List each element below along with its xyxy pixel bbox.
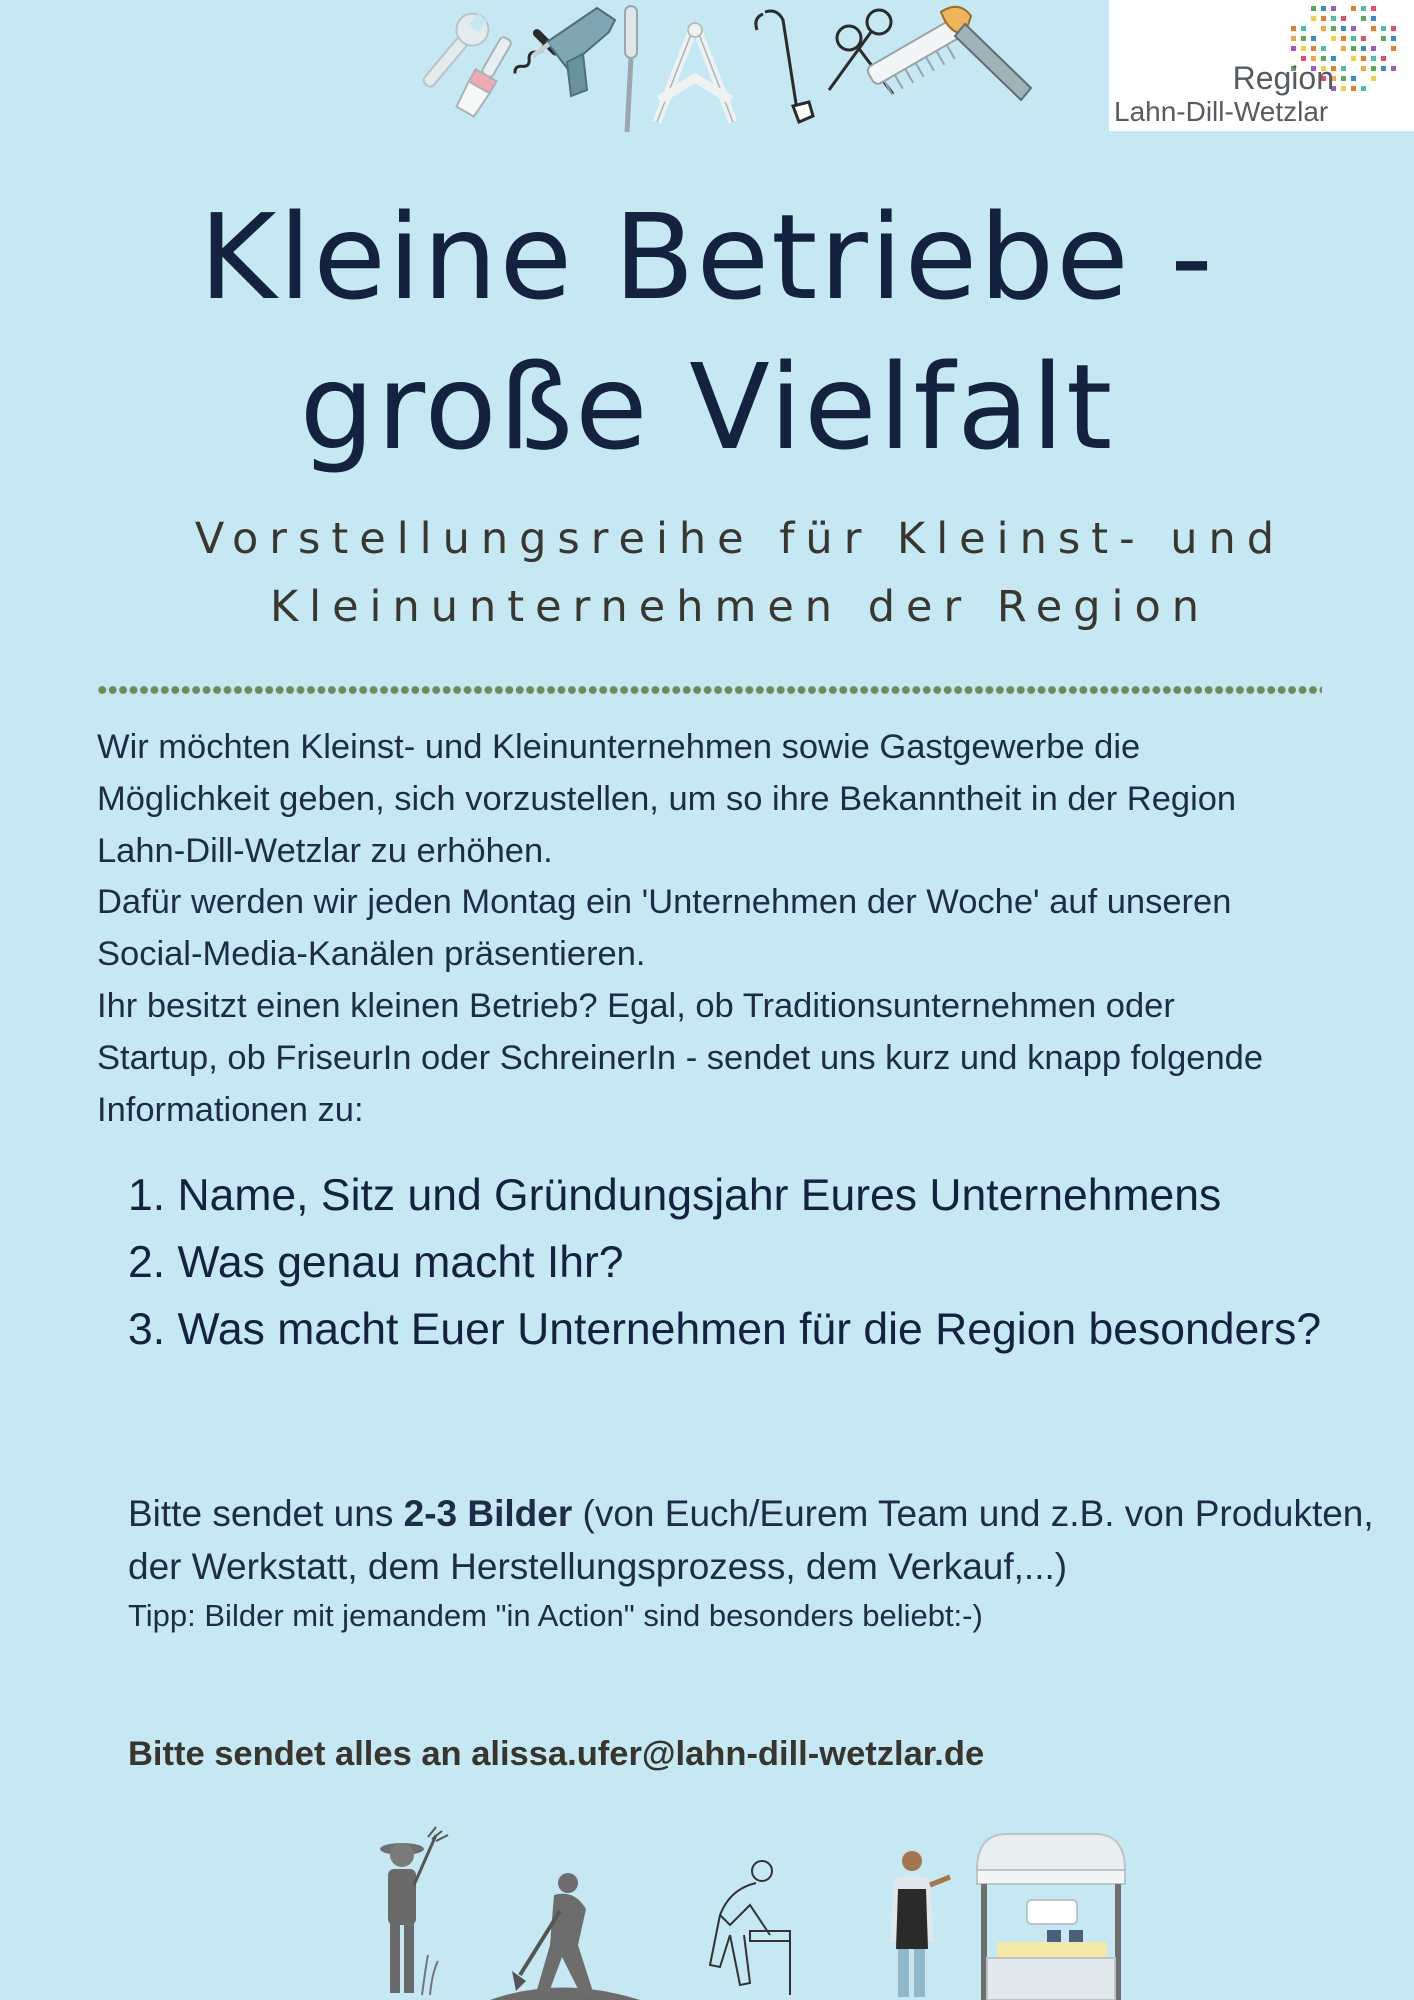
intro-line: Social-Media-Kanälen präsentieren. (97, 935, 646, 974)
tools-illustration-strip (415, 0, 1035, 140)
logo-text-region: Region (1232, 60, 1334, 96)
subtitle-line-1: Vorstellungsreihe für Kleinst- und (194, 514, 1286, 564)
pictures-prefix: Bitte sendet uns (128, 1493, 404, 1534)
step-item: 1. Name, Sitz und Gründungsjahr Eures Unternehmens (128, 1171, 1222, 1220)
information-steps-list (128, 1162, 1414, 1363)
intro-line: Informationen zu: (97, 1090, 364, 1129)
intro-line: Lahn-Dill-Wetzlar zu erhöhen. (97, 831, 553, 870)
market-stall-illustration (977, 1834, 1125, 2000)
pictures-count: 2-3 Bilder (403, 1493, 573, 1534)
step-item: 2. Was genau macht Ihr? (128, 1238, 624, 1287)
region-logo (1109, 0, 1414, 131)
intro-line: Ihr besitzt einen kleinen Betrieb? Egal, ob Traditionsunternehmen oder (97, 986, 1175, 1025)
intro-line: Wir möchten Kleinst- und Kleinunternehmen sowie Gastgewerbe die (97, 728, 1141, 766)
carpenter-illustration (710, 1861, 790, 1995)
hammer-icon (756, 11, 813, 122)
contact-email-line: Bitte sendet alles an alissa.ufer@lahn-dill-wetzlar.de (128, 1735, 985, 1773)
page-title-line-1: Kleine Betriebe - (199, 188, 1215, 326)
logo-text-lahn-dill-wetzlar: Lahn-Dill-Wetzlar (1114, 96, 1329, 127)
shopkeeper-illustration (890, 1851, 950, 1997)
screwdriver-icon (625, 6, 637, 132)
pictures-request-line-2: der Werkstatt, dem Herstellungsprozess, dem Verkauf,...) (128, 1546, 1068, 1587)
intro-paragraph (97, 722, 1347, 1136)
page-title-line-2: große Vielfalt (299, 338, 1115, 476)
pictures-request-line-1 (128, 1487, 1414, 1540)
compass-square-icon (657, 23, 733, 122)
intro-line: Dafür werden wir jeden Montag ein 'Unternehmen der Woche' auf unseren (97, 883, 1232, 922)
intro-line: Möglichkeit geben, sich vorzustellen, um so ihre Bekanntheit in der Region (97, 779, 1237, 818)
digger-illustration (490, 1873, 640, 2000)
people-illustration-strip (360, 1825, 1130, 2000)
handsaw-icon (941, 7, 1031, 100)
farmer-illustration (380, 1827, 448, 1995)
dotted-divider (97, 683, 1322, 697)
subtitle-line-2: Kleinunternehmen der Region (269, 582, 1211, 632)
drill-icon (533, 8, 615, 96)
intro-line: Startup, ob FriseurIn oder SchreinerIn - sendet uns kurz und knapp folgende (97, 1038, 1264, 1077)
pictures-tip: Tipp: Bilder mit jemandem "in Action" sind besonders beliebt:-) (128, 1598, 983, 1633)
step-item: 3. Was macht Euer Unternehmen für die Region besonders? (128, 1305, 1322, 1354)
pictures-suffix: (von Euch/Eurem Team und z.B. von Produkten, (572, 1493, 1374, 1534)
corkscrew-icon (503, 27, 561, 85)
pictures-request (128, 1487, 1414, 1639)
